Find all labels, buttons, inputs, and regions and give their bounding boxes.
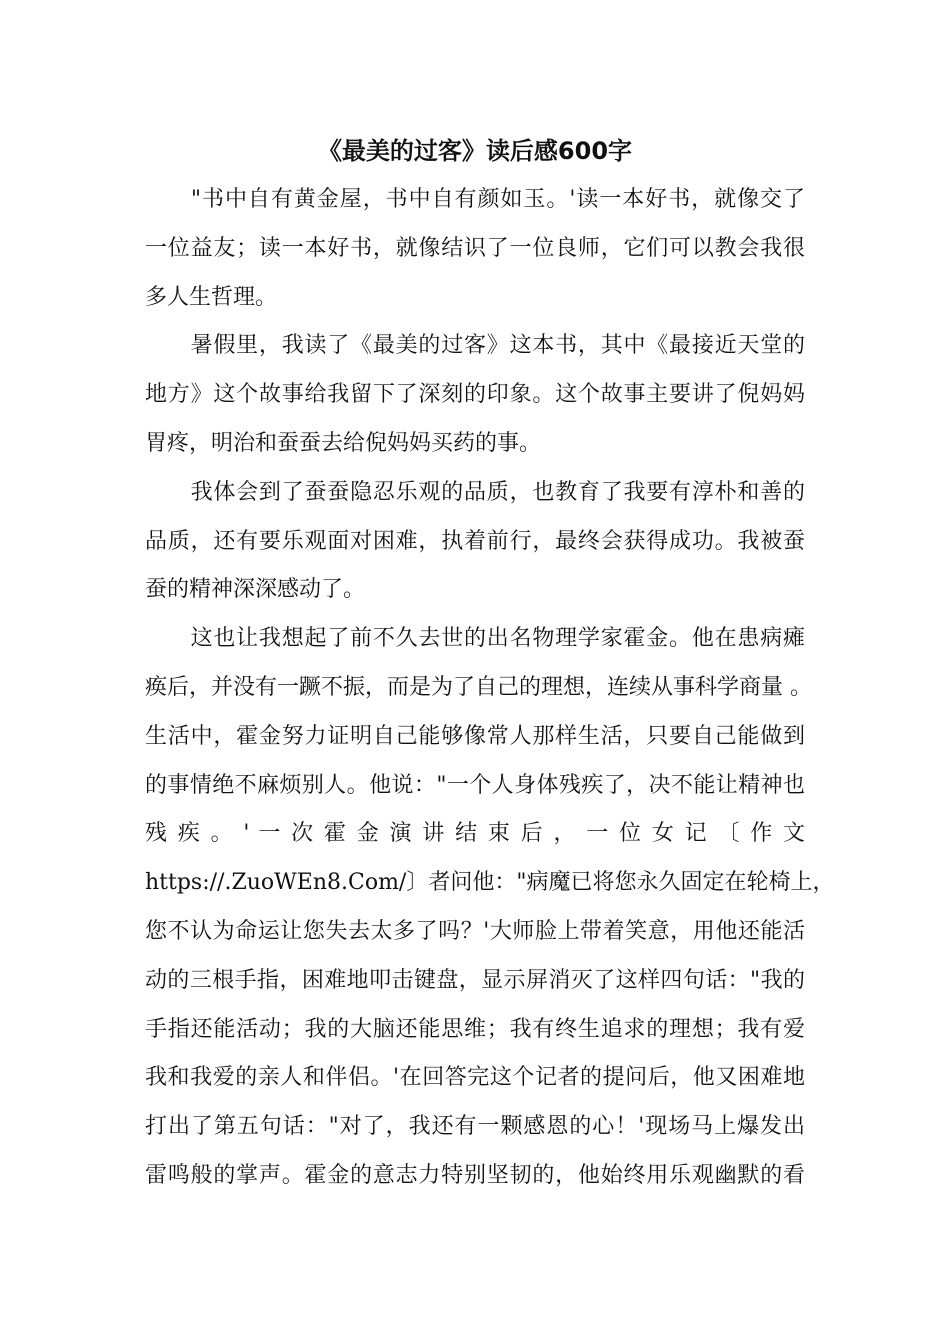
text-line: 的事情绝不麻烦别人。他说："一个人身体残疾了，决不能让精神也 — [145, 772, 805, 798]
text-line: "书中自有黄金屋，书中自有颜如玉。'读一本好书，就像交了 — [145, 187, 805, 212]
text-line: 生活中，霍金努力证明自己能够像常人那样生活，只要自己能做到 — [145, 723, 805, 749]
text-line: 我体会到了蚕蚕隐忍乐观的品质，也教育了我要有淳朴和善的 — [145, 479, 805, 505]
text-line: 这也让我想起了前不久去世的出名物理学家霍金。他在患病瘫 — [145, 626, 805, 652]
text-line: 多人生哲理。 — [145, 284, 278, 310]
text-line: 胃疼，明治和蚕蚕去给倪妈妈买药的事。 — [145, 430, 542, 456]
text-line: 地方》这个故事给我留下了深刻的印象。这个故事主要讲了倪妈妈 — [145, 382, 805, 408]
text-line: 您不认为命运让您失去太多了吗？'大师脸上带着笑意，用他还能活 — [145, 918, 805, 944]
text-line: 我和我爱的亲人和伴侣。'在回答完这个记者的提问后，他又困难地 — [145, 1065, 805, 1091]
text-line: 痪后，并没有一蹶不振，而是为了自己的理想，连续从事科学商量 。 — [145, 674, 812, 700]
document-title: 《最美的过客》读后感600字 — [317, 137, 633, 165]
text-line: 动的三根手指，困难地叩击键盘，显示屏消灭了这样四句话："我的 — [145, 967, 805, 993]
text-line: 残 疾 。 ' 一 次 霍 金 演 讲 结 束 后 ， 一 位 女 记 〔 作 文 — [145, 821, 805, 847]
text-line: https://.ZuoWEn8.Com/〕者问他："病魔已将您永久固定在轮椅上， — [145, 870, 835, 896]
text-line: 品质，还有要乐观面对困难，执着前行，最终会获得成功。我被蚕 — [145, 528, 805, 554]
text-line: 手指还能活动；我的大脑还能思维；我有终生追求的理想；我有爱 — [145, 1016, 805, 1042]
document-body — [145, 182, 835, 1207]
text-line: 暑假里，我读了《最美的过客》这本书，其中《最接近天堂的 — [145, 333, 805, 359]
text-line: 一位益友；读一本好书，就像结识了一位良师，它们可以教会我很 — [145, 235, 805, 261]
text-line: 蚕的精神深深感动了。 — [145, 577, 366, 603]
text-line: 雷鸣般的掌声。霍金的意志力特别坚韧的，他始终用乐观幽默的看 — [145, 1162, 805, 1188]
text-line: 打出了第五句话："对了，我还有一颗感恩的心！'现场马上爆发出 — [145, 1114, 805, 1140]
